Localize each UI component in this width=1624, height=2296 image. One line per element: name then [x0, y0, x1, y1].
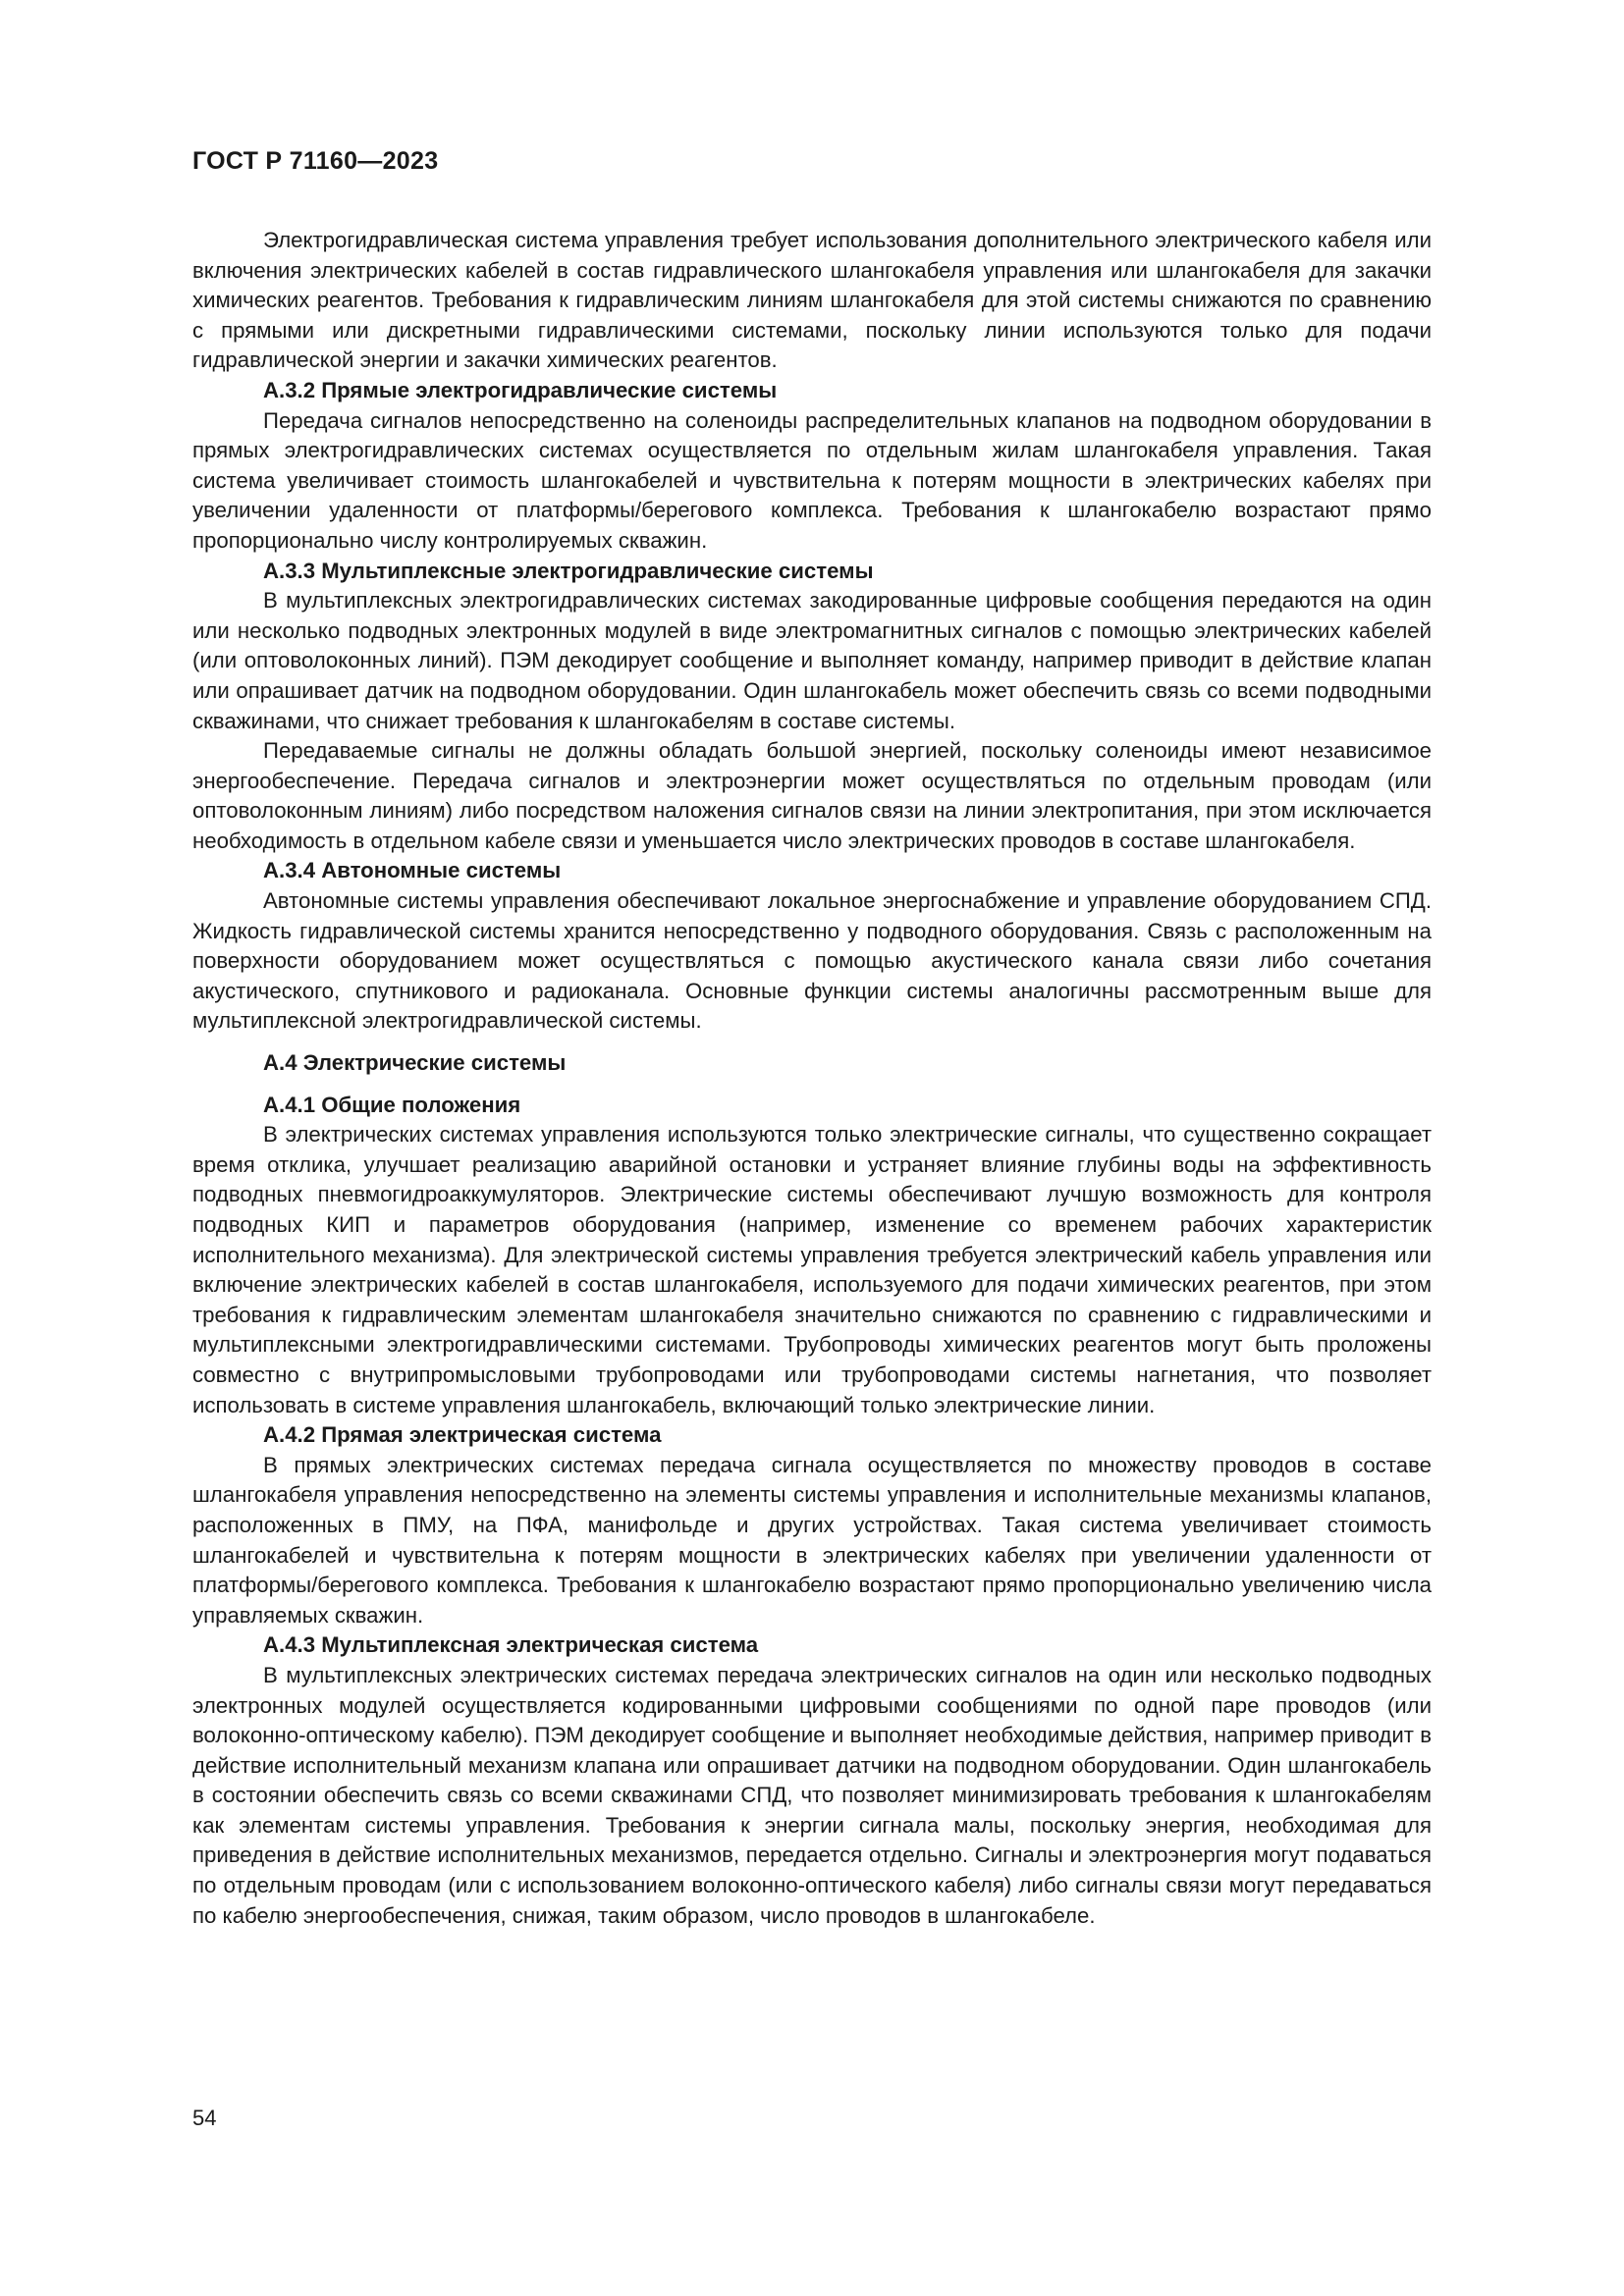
- heading-a42: А.4.2 Прямая электрическая система: [263, 1422, 662, 1448]
- paragraph-a34: Автономные системы управления обеспечивают локальное энергоснабжение и управление оборудованием СПД. Жидкость гидравлической системы хранится непосредственно у подводного оборудования. Связь с расположенным на поверхности оборудованием может осуществляться с помощью акустического канала связи либо сочетания акустического, спутникового и радиоканала. Основные функции системы аналогичны рассмотренным выше для мультиплексной электрогидравлической системы.: [192, 888, 1432, 1034]
- heading-a4: А.4 Электрические системы: [263, 1050, 567, 1076]
- heading-a43: А.4.3 Мультиплексная электрическая система: [263, 1632, 759, 1658]
- document-body: [192, 226, 1432, 1931]
- paragraph-a43: В мультиплексных электрических системах передача электрических сигналов на один или несколько подводных электронных модулей осуществляется кодированными цифровыми сообщениями по одной паре проводов (или волоконно-оптическому кабелю). ПЭМ декодирует сообщение и выполняет необходимые действия, например приводит в действие исполнительный механизм клапана или опрашивает датчики на подводном оборудовании. Один шлангокабель в состоянии обеспечить связь со всеми скважинами СПД, что позволяет минимизировать требования к шлангокабелям как элементам системы управления. Требования к энергии сигнала малы, поскольку энергия, необходимая для приведения в действие исполнительных механизмов, передается отдельно. Сигналы и электроэнергия могут подаваться по отдельным проводам (или с использованием волоконно-оптического кабеля) либо сигналы связи могут передаваться по кабелю энергообеспечения, снижая, таким образом, число проводов в шлангокабеле.: [192, 1662, 1432, 1928]
- paragraph-a33-2: Передаваемые сигналы не должны обладать большой энергией, поскольку соленоиды имеют независимое энергообеспечение. Передача сигналов и электроэнергии может осуществляться по отдельным проводам (или оптоволоконным линиям) либо посредством наложения сигналов связи на линии электропитания, при этом исключается необходимость в отдельном кабеле связи и уменьшается число электрических проводов в составе шлангокабеля.: [192, 738, 1432, 853]
- heading-a41: А.4.1 Общие положения: [263, 1092, 521, 1117]
- heading-a33: А.3.3 Мультиплексные электрогидравлические системы: [263, 558, 874, 583]
- heading-a32: А.3.2 Прямые электрогидравлические системы: [263, 377, 778, 402]
- paragraph-a42: В прямых электрических системах передача сигнала осуществляется по множеству проводов в составе шлангокабеля управления непосредственно на элементы системы управления и исполнительные механизмы клапанов, расположенных в ПМУ, на ПФА, манифольде и других устройствах. Такая система увеличивает стоимость шлангокабелей и чувствительна к потерям мощности в электрических кабелях при увеличении удаленности от платформы/берегового комплекса. Требования к шлангокабелю возрастают прямо пропорционально увеличению числа управляемых скважин.: [192, 1452, 1432, 1628]
- heading-a34: А.3.4 Автономные системы: [263, 858, 562, 883]
- page-number: 54: [192, 2106, 217, 2130]
- document-code-header: ГОСТ Р 71160—2023: [192, 147, 439, 175]
- paragraph-a32: Передача сигналов непосредственно на соленоиды распределительных клапанов на подводном оборудовании в прямых электрогидравлических системах осуществляется по отдельным жилам шлангокабеля управления. Такая система увеличивает стоимость шлангокабелей и чувствительна к потерям мощности в электрических кабелях при увеличении удаленности от платформы/берегового комплекса. Требования к шлангокабелю возрастают прямо пропорционально числу контролируемых скважин.: [192, 407, 1432, 553]
- paragraph-a33-1: В мультиплексных электрогидравлических системах закодированные цифровые сообщения передаются на один или несколько подводных электронных модулей в виде электромагнитных сигналов с помощью электрических кабелей (или оптоволоконных линий). ПЭМ декодирует сообщение и выполняет команду, например приводит в действие клапан или опрашивает датчик на подводном оборудовании. Один шлангокабель может обеспечить связь со всеми подводными скважинами, что снижает требования к шлангокабелям в составе системы.: [192, 588, 1432, 733]
- paragraph-a41: В электрических системах управления используются только электрические сигналы, что существенно сокращает время отклика, улучшает реализацию аварийной остановки и устраняет влияние глубины воды на эффективность подводных пневмогидроаккумуляторов. Электрические системы обеспечивают лучшую возможность для контроля подводных КИП и параметров оборудования (например, изменение со временем рабочих характеристик исполнительного механизма). Для электрической системы управления требуется электрический кабель управления или включение электрических кабелей в состав шлангокабеля, используемого для подачи химических реагентов, при этом требования к гидравлическим элементам шлангокабеля значительно снижаются по сравнению с гидравлическими и мультиплексными электрогидравлическими системами. Трубопроводы химических реагентов могут быть проложены совместно с внутрипромысловыми трубопроводами или трубопроводами системы нагнетания, что позволяет использовать в системе управления шлангокабель, включающий только электрические линии.: [192, 1122, 1432, 1417]
- paragraph-intro: Электрогидравлическая система управления требует использования дополнительного электрического кабеля или включения электрических кабелей в состав гидравлического шлангокабеля управления или шлангокабеля для закачки химических реагентов. Требования к гидравлическим линиям шлангокабеля для этой системы снижаются по сравнению с прямыми или дискретными гидравлическими системами, поскольку линии используются только для подачи гидравлической энергии и закачки химических реагентов.: [192, 228, 1432, 373]
